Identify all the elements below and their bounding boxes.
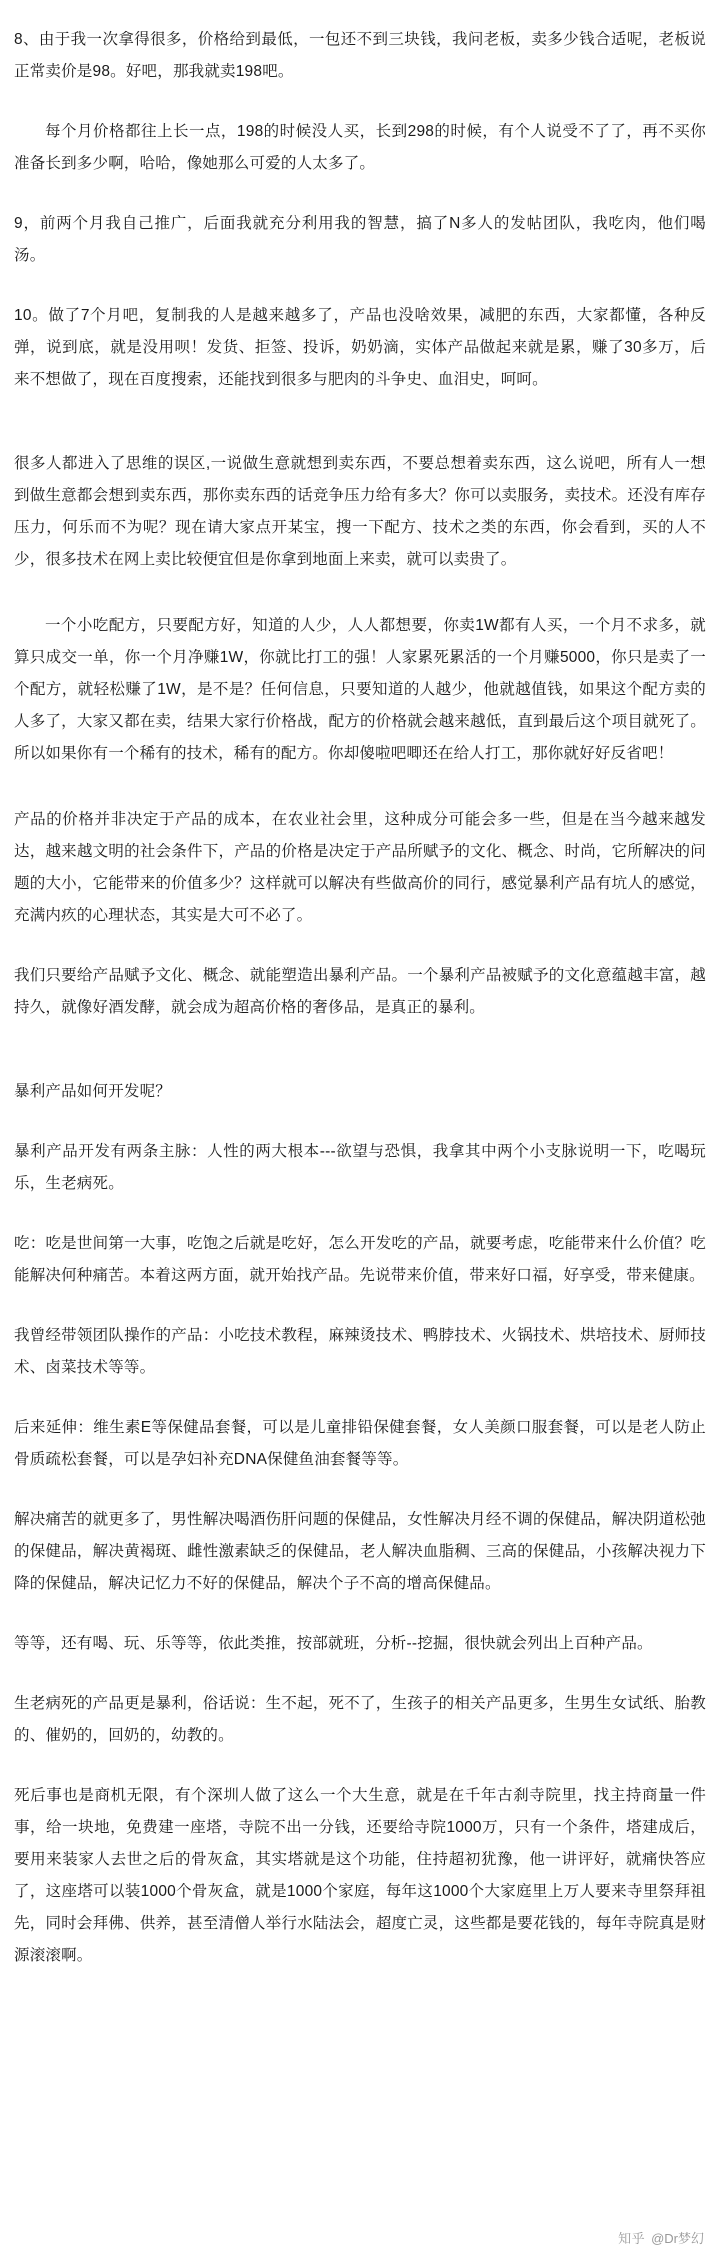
- zhihu-logo: 知乎: [618, 2231, 646, 2246]
- paragraph: 解决痛苦的就更多了，男性解决喝酒伤肝问题的保健品，女性解决月经不调的保健品，解决阴道松弛的保健品，解决黄褐斑、雌性激素缺乏的保健品，老人解决血脂稠、三高的保健品，小孩解决视力下降的保健品，解决记忆力不好的保健品，解决个子不高的增高保健品。: [14, 1511, 706, 1592]
- paragraph: 10。做了7个月吧，复制我的人是越来越多了，产品也没啥效果，减肥的东西，大家都懂，各种反弹，说到底，就是没用呗！发货、拒签、投诉，奶奶滴，实体产品做起来就是累，赚了30多万，后来不想做了，现在百度搜索，还能找到很多与肥肉的斗争史、血泪史，呵呵。: [14, 307, 706, 388]
- paragraph: 9，前两个月我自己推广，后面我就充分利用我的智慧，搞了N多人的发帖团队，我吃肉，他们喝汤。: [14, 215, 706, 264]
- paragraph: 暴利产品开发有两条主脉：人性的两大根本---欲望与恐惧，我拿其中两个小支脉说明一下，吃喝玩乐，生老病死。: [14, 1143, 706, 1192]
- paragraph: 等等，还有喝、玩、乐等等，依此类推，按部就班，分析--挖掘，很快就会列出上百种产品。: [14, 1635, 653, 1652]
- section-spacer: [14, 1058, 706, 1076]
- section-spacer: [14, 430, 706, 448]
- paragraph: 一个小吃配方，只要配方好，知道的人少，人人都想要，你卖1W都有人买，一个月不求多，就算只成交一单，你一个月净赚1W，你就比打工的强！人家累死累活的一个月赚5000，你只是卖了一个配方，就轻松赚了1W，是不是？任何信息，只要知道的人越少，他就越值钱，如果这个配方卖的人多了，大家又都在卖，结果大家行价格战，配方的价格就会越来越低，直到最后这个项目就死了。所以如果你有一个稀有的技术，稀有的配方。你却傻啦吧唧还在给人打工，那你就好好反省吧！: [14, 617, 706, 762]
- paragraph: 后来延伸：维生素E等保健品套餐，可以是儿童排铅保健套餐，女人美颜口服套餐，可以是老人防止骨质疏松套餐，可以是孕妇补充DNA保健鱼油套餐等等。: [14, 1419, 706, 1468]
- paragraph: 8、由于我一次拿得很多，价格给到最低，一包还不到三块钱，我问老板，卖多少钱合适呢，老板说正常卖价是98。好吧，那我就卖198吧。: [14, 31, 706, 80]
- subheading-profit-product: 暴利产品如何开发呢？: [14, 1083, 172, 1100]
- paragraph: 每个月价格都往上长一点，198的时候没人买，长到298的时候，有个人说受不了了，再不买你准备长到多少啊，哈哈，像她那么可爱的人太多了。: [14, 123, 706, 172]
- paragraph: 死后事也是商机无限，有个深圳人做了这么一个大生意，就是在千年古刹寺院里，找主持商量一件事，给一块地，免费建一座塔，寺院不出一分钱，还要给寺院1000万，只有一个条件，塔建成后，要用来装家人去世之后的骨灰盒，其实塔就是这个功能，住持超初犹豫，他一讲评好，就痛快答应了，这座塔可以装1000个骨灰盒，就是1000个家庭，每年这1000个大家庭里上万人要来寺里祭拜祖先，同时会拜佛、供养，甚至清僧人举行水陆法会，超度亡灵，这些都是要花钱的，每年寺院真是财源滚滚啊。: [14, 1787, 706, 1964]
- author-handle: @Dr梦幻: [651, 2231, 704, 2246]
- paragraph: 很多人都进入了思维的误区,一说做生意就想到卖东西，不要总想着卖东西，这么说吧，所有人一想到做生意都会想到卖东西，那你卖东西的话竞争压力给有多大？你可以卖服务，卖技术。还没有库存压力，何乐而不为呢？现在请大家点开某宝，搜一下配方、技术之类的东西，你会看到，买的人不少，很多技术在网上卖比较便宜但是你拿到地面上来卖，就可以卖贵了。: [14, 455, 706, 568]
- paragraph: 吃：吃是世间第一大事，吃饱之后就是吃好，怎么开发吃的产品，就要考虑，吃能带来什么价值？吃能解决何种痛苦。本着这两方面，就开始找产品。先说带来价值，带来好口福，好享受，带来健康。: [14, 1235, 706, 1284]
- paragraph: 我们只要给产品赋予文化、概念、就能塑造出暴利产品。一个暴利产品被赋予的文化意蕴越丰富，越持久，就像好酒发酵，就会成为超高价格的奢侈品，是真正的暴利。: [14, 967, 706, 1016]
- paragraph: 我曾经带领团队操作的产品：小吃技术教程，麻辣烫技术、鸭脖技术、火锅技术、烘培技术、厨师技术、卤菜技术等等。: [14, 1327, 706, 1376]
- paragraph: 生老病死的产品更是暴利，俗话说：生不起，死不了，生孩子的相关产品更多，生男生女试纸、胎教的、催奶的，回奶的，幼教的。: [14, 1695, 706, 1744]
- paragraph: 产品的价格并非决定于产品的成本，在农业社会里，这种成分可能会多一些，但是在当今越来越发达，越来越文明的社会条件下，产品的价格是决定于产品所赋予的文化、概念、时尚，它所解决的问题的大小，它能带来的价值多少？这样就可以解决有些做高价的同行，感觉暴利产品有坑人的感觉，充满内疚的心理状态，其实是大可不必了。: [14, 811, 706, 924]
- watermark: [618, 2228, 704, 2247]
